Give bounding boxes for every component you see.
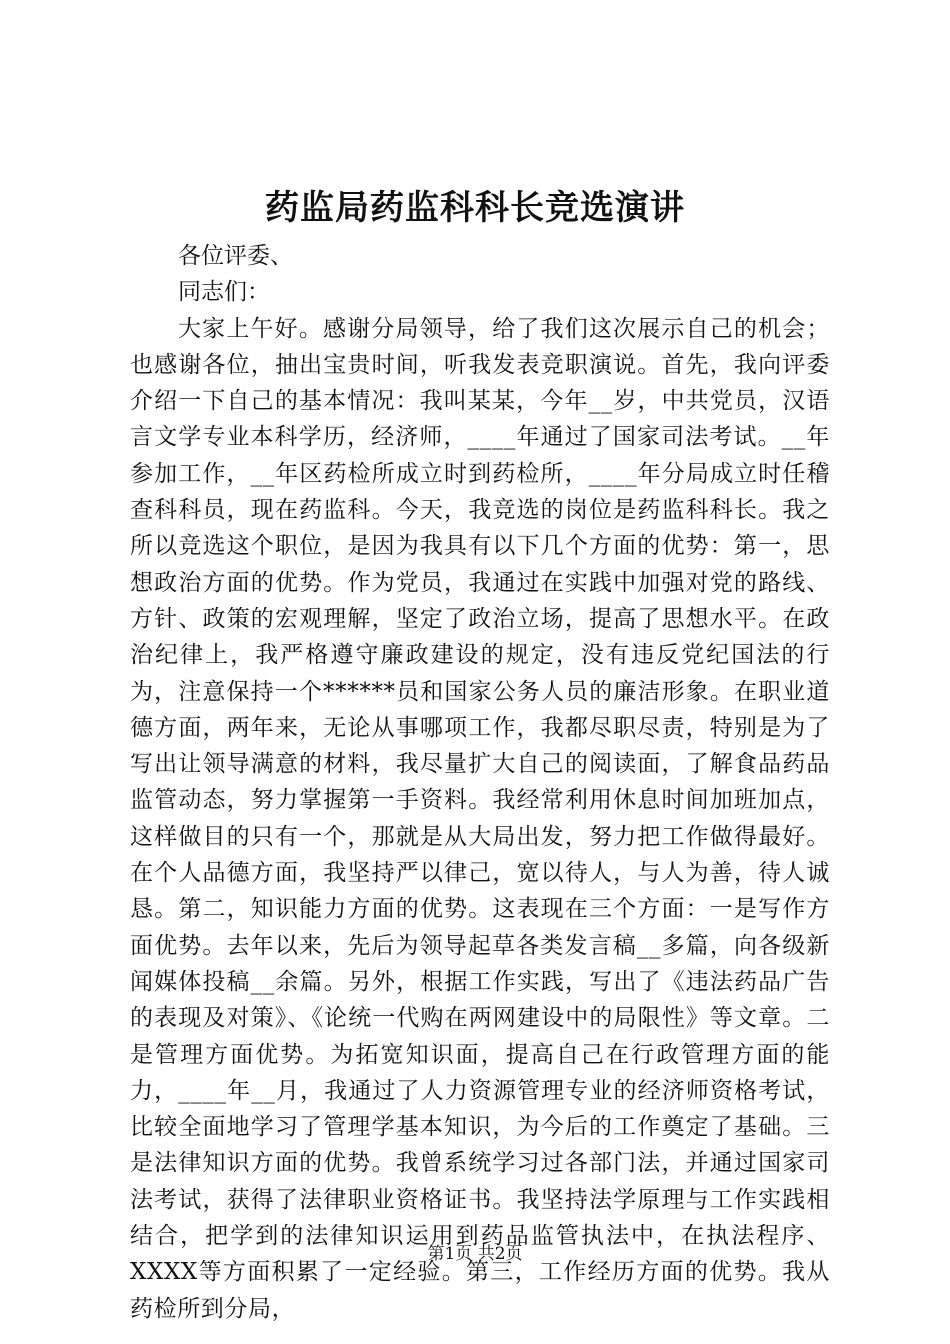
document-body [130,238,830,1327]
salutation-line-1: 各位评委、 [178,243,293,269]
document-title: 药监局药监科科长竞选演讲 [265,188,685,228]
page-number-footer: 第1页 共2页 [427,1244,523,1264]
body-paragraph: 大家上午好。感谢分局领导，给了我们这次展示自己的机会；也感谢各位，抽出宝贵时间，听我发表竞职演说。首先，我向评委介绍一下自己的基本情况：我叫某某，今年__岁，中共党员，汉语言文学专业本科学历，经济师，____年通过了国家司法考试。__年参加工作，__年区药检所成立时到药检所，____年分局成立时任稽查科科员，现在药监科。今天，我竞选的岗位是药监科科长。我之所以竞选这个职位，是因为我具有以下几个方面的优势：第一，思想政治方面的优势。作为党员，我通过在实践中加强对党的路线、方针、政策的宏观理解，坚定了政治立场，提高了思想水平。在政治纪律上，我严格遵守廉政建设的规定，没有违反党纪国法的行为，注意保持一个******员和国家公务人员的廉洁形象。在职业道德方面，两年来，无论从事哪项工作，我都尽职尽责，特别是为了写出让领导满意的材料，我尽量扩大自己的阅读面，了解食品药品监管动态，努力掌握第一手资料。我经常利用休息时间加班加点，这样做目的只有一个，那就是从大局出发，努力把工作做得最好。在个人品德方面，我坚持严以律己，宽以待人，与人为善，待人诚恳。第二，知识能力方面的优势。这表现在三个方面：一是写作方面优势。去年以来，先后为领导起草各类发言稿__多篇，向各级新闻媒体投稿__余篇。另外，根据工作实践，写出了《违法药品广告的表现及对策》、《论统一代购在两网建设中的局限性》等文章。二是管理方面优势。为拓宽知识面，提高自己在行政管理方面的能力，____年__月，我通过了人力资源管理专业的经济师资格考试，比较全面地学习了管理学基本知识，为今后的工作奠定了基础。三是法律知识方面的优势。我曾系统学习过各部门法，并通过国家司法考试，获得了法律职业资格证书。我坚持法学原理与工作实践相结合，把学到的法律知识运用到药品监管执法中，在执法程序、XXXX等方面积累了一定经验。第三，工作经历方面的优势。我从药检所到分局， [130,315,830,1322]
salutation-line-2: 同志们： [178,279,270,306]
